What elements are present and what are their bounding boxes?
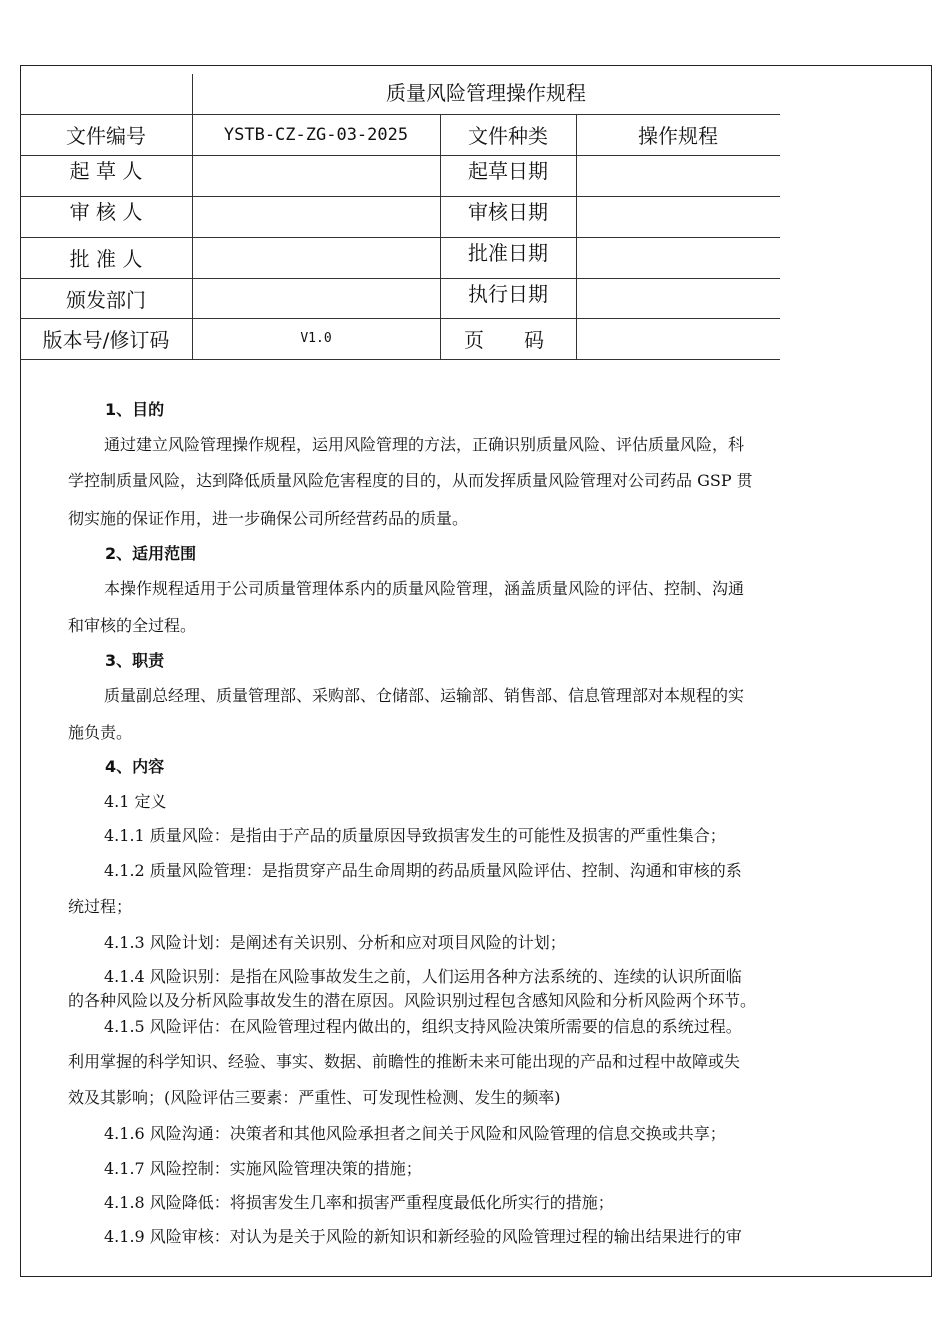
- s3-line2: 施负责。: [68, 723, 133, 742]
- def-4-1-1: 4.1.1 质量风险：是指由于产品的质量原因导致损害发生的可能性及损害的严重性集合；: [104, 826, 726, 845]
- label-approval-date: 批准日期: [468, 241, 548, 265]
- s2-line2: 和审核的全过程。: [68, 616, 197, 635]
- value-effective-date: [576, 278, 780, 318]
- s1-line1: 通过建立风险管理操作规程，运用风险管理的方法，正确识别质量风险、评估质量风险，科: [104, 435, 745, 454]
- def-4-1-4-line2: 的各种风险以及分析风险事故发生的潜在原因。风险识别过程包含感知风险和分析风险两个环节。: [68, 991, 757, 1010]
- value-drafter: [192, 155, 440, 196]
- label-doc-number: 文件编号: [66, 124, 146, 148]
- def-4-1-5-line2: 利用掌握的科学知识、经验、事实、数据、前瞻性的推断未来可能出现的产品和过程中故障或失: [68, 1052, 741, 1071]
- def-4-1-7: 4.1.7 风险控制：实施风险管理决策的措施；: [104, 1159, 422, 1178]
- label-doc-type: 文件种类: [468, 124, 548, 148]
- value-review-date: [576, 196, 780, 237]
- label-issuing-dept: 颁发部门: [66, 287, 146, 312]
- label-reviewer: 审 核 人: [69, 200, 143, 224]
- label-version: 版本号/修订码: [42, 328, 170, 352]
- value-page: [576, 318, 780, 359]
- section-2-title: 2、适用范围: [105, 544, 197, 563]
- label-drafter: 起 草 人: [69, 159, 143, 183]
- s2-line1: 本操作规程适用于公司质量管理体系内的质量风险管理，涵盖质量风险的评估、控制、沟通: [104, 579, 745, 598]
- s3-line1: 质量副总经理、质量管理部、采购部、仓储部、运输部、销售部、信息管理部对本规程的实: [104, 686, 745, 705]
- section-4-title: 4、内容: [105, 757, 165, 776]
- def-4-1-6: 4.1.6 风险沟通：决策者和其他风险承担者之间关于风险和风险管理的信息交换或共享；: [104, 1124, 726, 1143]
- label-draft-date: 起草日期: [468, 159, 548, 183]
- value-reviewer: [192, 196, 440, 237]
- def-4-1-5-line3: 效及其影响；(风险评估三要素：严重性、可发现性检测、发生的频率): [68, 1088, 561, 1107]
- document-title: 质量风险管理操作规程: [386, 80, 586, 105]
- value-approver: [192, 237, 440, 278]
- def-4-1-2-line1: 4.1.2 质量风险管理：是指贯穿产品生命周期的药品质量风险评估、控制、沟通和审核的系: [104, 861, 742, 880]
- def-4-1: 4.1 定义: [104, 792, 167, 811]
- def-4-1-8: 4.1.8 风险降低：将损害发生几率和损害严重程度最低化所实行的措施；: [104, 1193, 614, 1212]
- value-version: V1.0: [300, 331, 332, 346]
- label-review-date: 审核日期: [468, 200, 548, 224]
- section-3-title: 3、职责: [105, 651, 165, 670]
- def-4-1-9: 4.1.9 风险审核：对认为是关于风险的新知识和新经验的风险管理过程的输出结果进行的审: [104, 1227, 742, 1246]
- section-1-title: 1、目的: [105, 400, 165, 419]
- def-4-1-4-line1: 4.1.4 风险识别：是指在风险事故发生之前，人们运用各种方法系统的、连续的认识所面临: [104, 967, 742, 986]
- label-page: 页 码: [464, 328, 544, 352]
- def-4-1-3: 4.1.3 风险计划：是阐述有关识别、分析和应对项目风险的计划；: [104, 933, 566, 952]
- value-doc-number: YSTB-CZ-ZG-03-2025: [223, 124, 409, 145]
- def-4-1-2-line2: 统过程；: [68, 897, 133, 916]
- label-approver: 批 准 人: [69, 247, 143, 271]
- value-doc-type: 操作规程: [638, 124, 718, 148]
- def-4-1-5-line1: 4.1.5 风险评估：在风险管理过程内做出的，组织支持风险决策所需要的信息的系统过程。: [104, 1017, 742, 1036]
- value-draft-date: [576, 155, 780, 196]
- s1-line3: 彻实施的保证作用，进一步确保公司所经营药品的质量。: [68, 509, 469, 528]
- label-effective-date: 执行日期: [468, 282, 548, 306]
- s1-line2: 学控制质量风险，达到降低质量风险危害程度的目的，从而发挥质量风险管理对公司药品 GSP 贯: [68, 471, 753, 490]
- value-approval-date: [576, 237, 780, 278]
- value-issuing-dept: [192, 278, 440, 318]
